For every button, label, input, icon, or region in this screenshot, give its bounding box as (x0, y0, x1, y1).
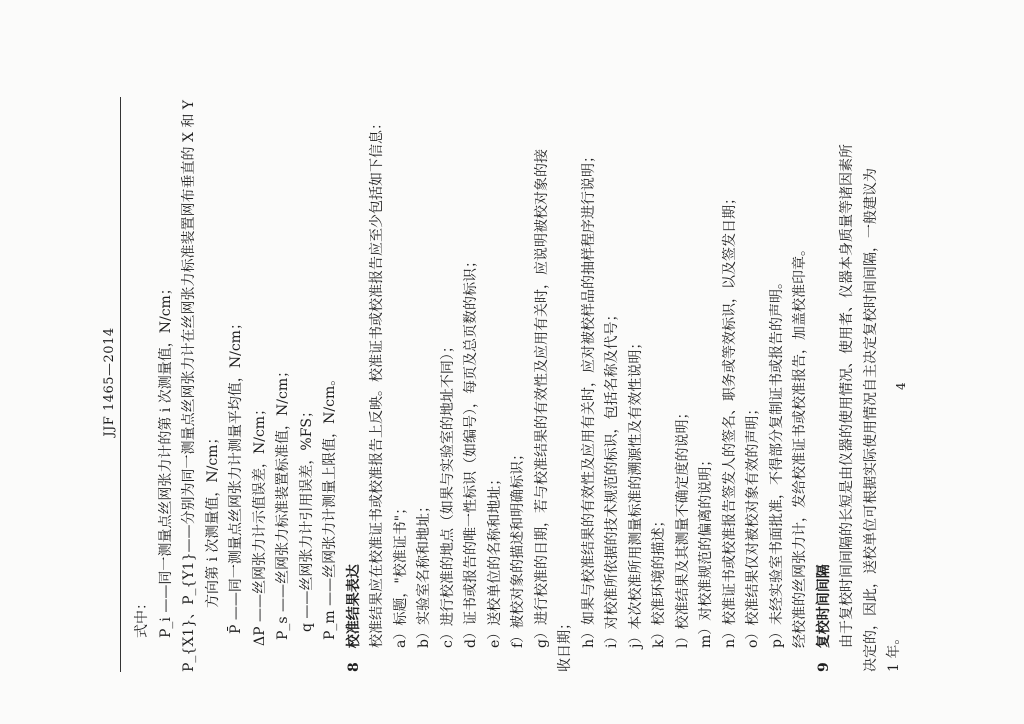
list-item: j）本次校准所用测量标准的溯源性及有效性说明； (627, 335, 644, 648)
list-item: h）如果与校准结果的有效性及应用有关时，应对被校样品的抽样程序进行说明； (580, 148, 597, 648)
rotated-page-content (88, 82, 908, 682)
list-item: m）对校准规范的偏离的说明； (698, 452, 714, 648)
list-item: c）进行校准的地点（如果与实验室的地址不同）； (439, 339, 456, 648)
list-item: n）校准证书或校准报告签发人的签名、职务或等效标识，以及签发日期； (721, 190, 738, 648)
list-item: i）对校准所依据的技术规范的标识，包括名称及代号； (604, 307, 620, 648)
page-number: 4 (894, 382, 908, 390)
section-heading: 8 校准结果表达 (345, 564, 362, 672)
text-line: P_{X1}、P_{Y1}——分别为同一测量点丝网张力计在丝网张力标准装置网布垂直的 X 和 Y (181, 99, 197, 672)
section-heading: 9 复校时间间隔 (815, 564, 832, 672)
text-line: P_i ——同一测量点丝网张力计的第 i 次测量值，N/cm； (157, 281, 174, 638)
text-line: 经校准的丝网张力计，发给校准证书或校准报告，加盖校准印章。 (792, 242, 808, 648)
text-line: 式中： (134, 596, 150, 638)
text-line: 收日期； (557, 616, 573, 672)
list-item: e）送校单位的名称和地址； (486, 471, 503, 648)
text-line: q ——丝网张力计引用误差，%FS； (298, 403, 315, 632)
list-item: g）进行校准的日期，若与校准结果的有效性及应用有关时，应说明被校对象的接 (533, 149, 550, 648)
header-rule (120, 97, 121, 672)
text-line: P_m ——丝网张力计测量上限值，N/cm。 (322, 371, 338, 640)
list-item: o）校准结果仅对被校对象有效的声明； (745, 401, 761, 648)
list-item: a）标题，"校准证书"； (392, 500, 409, 648)
text-line: P_s ——丝网张力标准装置标准值，N/cm； (275, 363, 291, 640)
list-item: l）校准结果及其测量不确定度的说明； (674, 405, 691, 648)
list-item: d）证书或报告的唯一性标识（如编号），每页及总页数的标识； (463, 254, 479, 648)
text-line: 方向第 i 次测量值，N/cm； (204, 430, 221, 608)
list-item: k）校准环境的描述； (651, 513, 667, 648)
page-header: JJF 1465—2014 (102, 327, 117, 437)
list-item: p）未经实验室书面批准，不得部分复制证书或报告的声明。 (768, 275, 785, 648)
text-line: 校准结果应在校准证书或校准报告上反映。校准证书或校准报告应至少包括如下信息： (369, 116, 385, 648)
list-item: f）被校对象的描述和明确标识； (510, 446, 526, 648)
list-item: b）实验室名称和地址； (416, 499, 432, 648)
text-line: ΔP ——丝网张力计示值误差，N/cm； (251, 401, 268, 646)
text-line: 决定的，因此，送校单位可根据实际使用情况自主决定复校时间间隔，一般建议为 (862, 168, 879, 672)
text-line: 由于复校时间间隔的长短是由仪器的使用情况、使用者、仪器本身质量等诸因素所 (839, 144, 855, 648)
text-line: P̄ ——同一测量点丝网张力计测量平均值，N/cm； (228, 316, 244, 634)
text-line: 1 年。 (886, 630, 902, 672)
